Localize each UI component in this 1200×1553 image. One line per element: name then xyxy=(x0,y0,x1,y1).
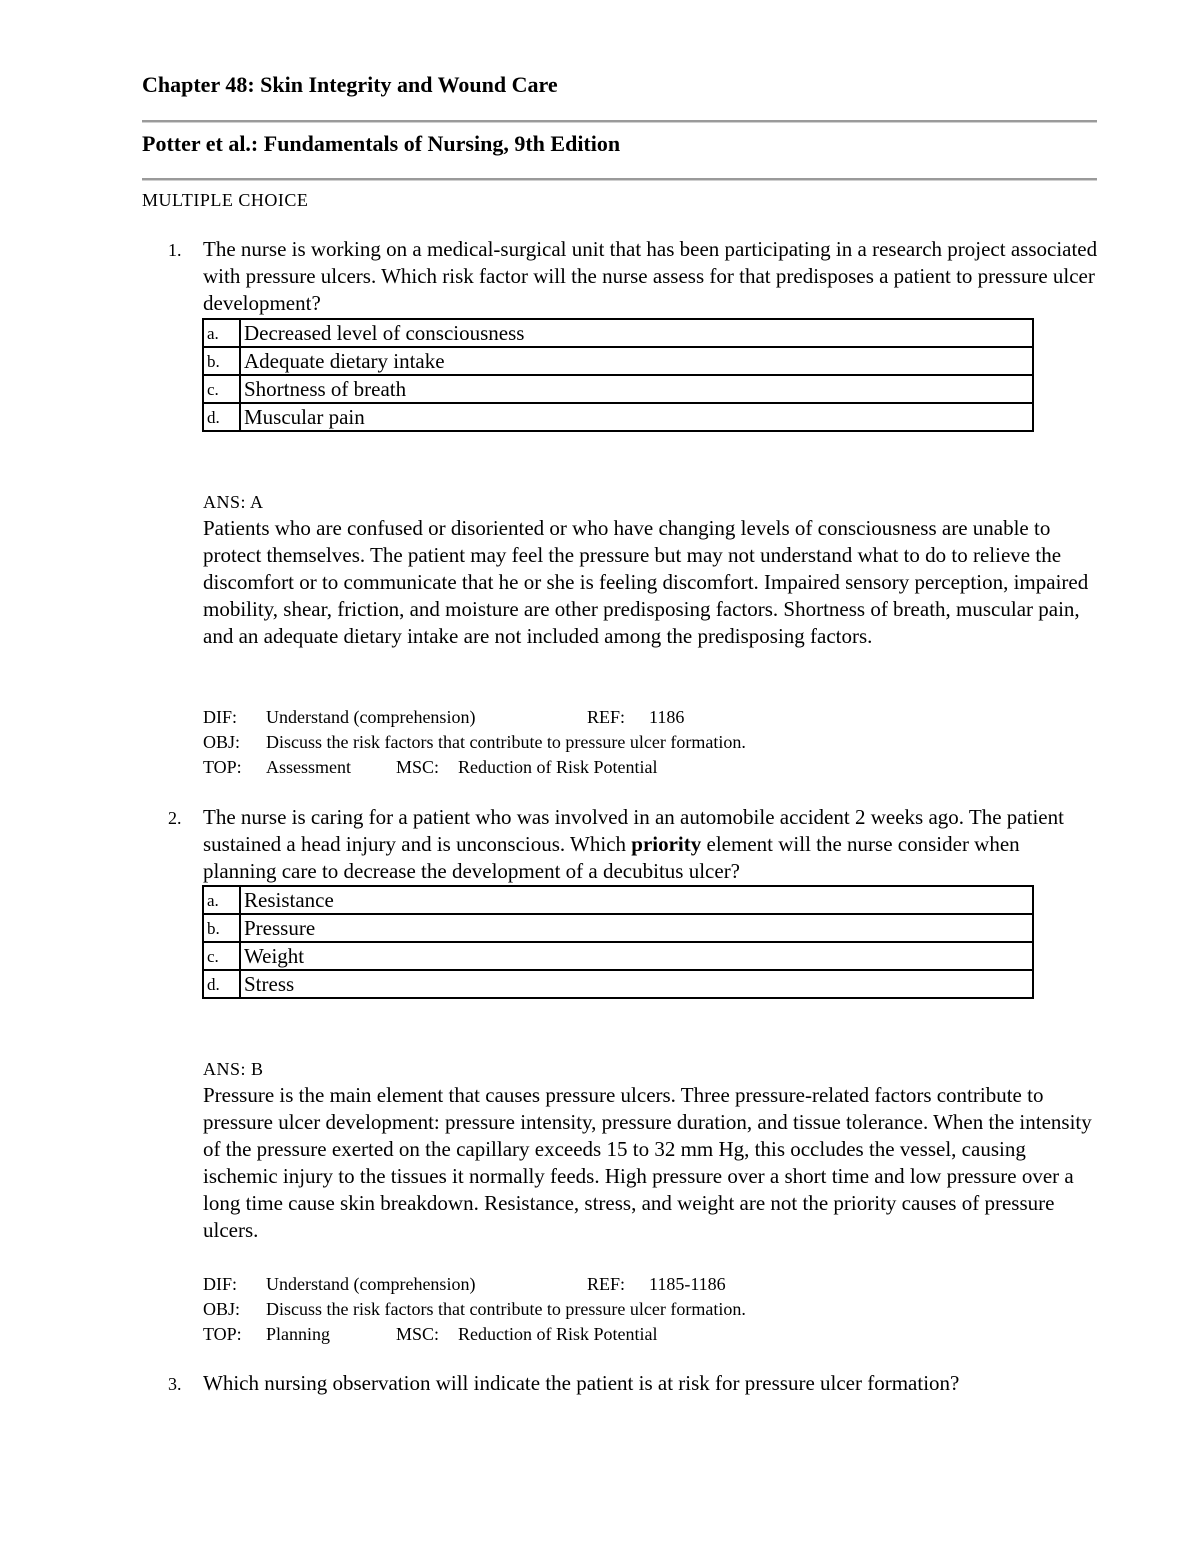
ref-value: 1186 xyxy=(649,707,685,727)
option-row[interactable] xyxy=(203,319,1033,347)
stem-text: The nurse is caring for a patient who was involved in an automobile accident 2 weeks ago. The patient sustained a head injury and is unconscious. Which xyxy=(203,805,1064,856)
ref-value: 1185-1186 xyxy=(649,1274,726,1294)
top-value: Assessment xyxy=(266,757,351,777)
dif-label: DIF: xyxy=(203,707,238,727)
header-divider-top xyxy=(142,120,1097,123)
answer-options xyxy=(202,318,1034,432)
book-title: Potter et al.: Fundamentals of Nursing, 9th Edition xyxy=(142,131,621,156)
option-letter: a. xyxy=(203,319,240,347)
option-row[interactable] xyxy=(203,347,1033,375)
top-label: TOP: xyxy=(203,757,242,777)
question-number: 2. xyxy=(168,808,182,828)
answer-key: ANS: A xyxy=(203,492,264,512)
question-number: 3. xyxy=(168,1374,182,1394)
question-stem: The nurse is working on a medical-surgical unit that has been participating in a research project associated with pressure ulcers. Which risk factor will the nurse assess for that predisposes a patient to pressure ulcer development? xyxy=(203,237,1098,315)
option-letter: d. xyxy=(203,970,240,998)
question-stem xyxy=(203,804,1098,885)
option-row[interactable] xyxy=(203,914,1033,942)
obj-label: OBJ: xyxy=(203,732,241,752)
ref-label: REF: xyxy=(587,1274,626,1294)
msc-value: Reduction of Risk Potential xyxy=(458,1324,658,1344)
option-text: Muscular pain xyxy=(240,403,1033,431)
ref-label: REF: xyxy=(587,707,626,727)
option-text: Weight xyxy=(240,942,1033,970)
dif-value: Understand (comprehension) xyxy=(266,707,476,727)
rationale: Pressure is the main element that causes pressure ulcers. Three pressure-related factors contribute to pressure ulcer development: pressure intensity, pressure duration, and tissue tolerance. When the intensity of the pressure exerted on the capillary exceeds 15 to 32 mm Hg, this occludes the vessel, causing ischemic injury to the tissues it normally feeds. High pressure over a short time and low pressure over a long time cause skin breakdown. Resistance, stress, and weight are not the priority causes of pressure ulcers. xyxy=(203,1083,1092,1242)
answer-key: ANS: B xyxy=(203,1059,264,1079)
answer-options xyxy=(202,885,1034,999)
stem-text: element will the nurse consider when planning care to decrease the development of a decubitus ulcer? xyxy=(203,832,1020,883)
top-value: Planning xyxy=(266,1324,331,1344)
obj-value: Discuss the risk factors that contribute to pressure ulcer formation. xyxy=(266,1299,746,1319)
option-text: Adequate dietary intake xyxy=(240,347,1033,375)
option-row[interactable] xyxy=(203,970,1033,998)
obj-value: Discuss the risk factors that contribute to pressure ulcer formation. xyxy=(266,732,746,752)
section-label: MULTIPLE CHOICE xyxy=(142,190,309,210)
option-row[interactable] xyxy=(203,942,1033,970)
dif-value: Understand (comprehension) xyxy=(266,1274,476,1294)
msc-label: MSC: xyxy=(396,1324,440,1344)
question-number: 1. xyxy=(168,240,182,260)
option-text: Stress xyxy=(240,970,1033,998)
option-letter: a. xyxy=(203,886,240,914)
header-divider-bottom xyxy=(142,178,1097,181)
rationale: Patients who are confused or disoriented or who have changing levels of consciousness are unable to protect themselves. The patient may feel the pressure but may not understand what to do to relieve the discomfort or to communicate that he or she is feeling discomfort. Impaired sensory perception, impaired mobility, shear, friction, and moisture are other predisposing factors. Shortness of breath, muscular pain, and an adequate dietary intake are not included among the predisposing factors. xyxy=(203,516,1089,648)
option-letter: d. xyxy=(203,403,240,431)
question-stem: Which nursing observation will indicate the patient is at risk for pressure ulcer formation? xyxy=(203,1371,960,1395)
chapter-title: Chapter 48: Skin Integrity and Wound Care xyxy=(142,72,558,97)
option-row[interactable] xyxy=(203,375,1033,403)
option-text: Resistance xyxy=(240,886,1033,914)
option-letter: b. xyxy=(203,347,240,375)
dif-label: DIF: xyxy=(203,1274,238,1294)
option-row[interactable] xyxy=(203,886,1033,914)
option-row[interactable] xyxy=(203,403,1033,431)
option-letter: b. xyxy=(203,914,240,942)
top-label: TOP: xyxy=(203,1324,242,1344)
option-text: Decreased level of consciousness xyxy=(240,319,1033,347)
option-text: Pressure xyxy=(240,914,1033,942)
msc-value: Reduction of Risk Potential xyxy=(458,757,658,777)
option-text: Shortness of breath xyxy=(240,375,1033,403)
option-letter: c. xyxy=(203,375,240,403)
obj-label: OBJ: xyxy=(203,1299,241,1319)
stem-emphasis: priority xyxy=(631,832,702,856)
msc-label: MSC: xyxy=(396,757,440,777)
option-letter: c. xyxy=(203,942,240,970)
